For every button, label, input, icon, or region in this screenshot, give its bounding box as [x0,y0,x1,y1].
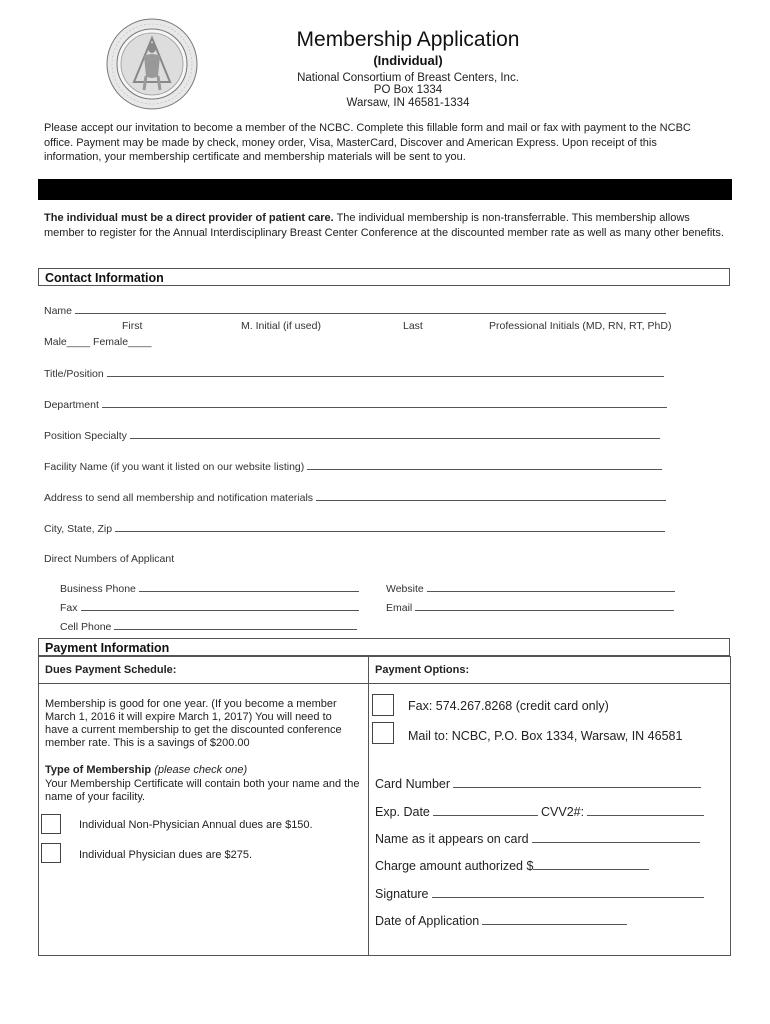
first-name-caption: First [122,320,143,332]
name-label: Name [44,305,73,317]
fax-label: Fax [60,602,78,614]
date-of-application-field[interactable] [482,913,627,925]
position-specialty-row [44,429,660,442]
non-physician-checkbox[interactable] [41,814,61,834]
exp-date-field[interactable] [433,804,538,816]
fax-option-label: Fax: 574.267.8268 (credit card only) [408,699,609,713]
city-state-zip-row [44,522,665,535]
facility-field[interactable] [307,460,662,470]
position-specialty-field[interactable] [130,429,660,439]
mail-option-checkbox[interactable] [372,722,394,744]
membership-type-hint: (please check one) [154,764,248,776]
org-name: National Consortium of Breast Centers, Inc. [297,72,519,84]
website-field[interactable] [427,582,675,592]
city-state-zip-label: City, State, Zip [44,523,113,535]
exp-date-label: Exp. Date [375,805,430,819]
fax-option-checkbox[interactable] [372,694,394,716]
individual-requirement-rest: The individual membership is non-transferrable. This membership allows member to register for the Annual Interdisciplinary Breast Center Conference at the discounted member rate as well as many other benefits. [44,212,724,239]
signature-label: Signature [375,887,429,901]
cell-phone-label: Cell Phone [60,621,112,633]
signature-field[interactable] [432,886,704,898]
cell-phone-row [60,620,357,633]
name-row [44,304,666,317]
facility-row [44,460,662,473]
fax-field[interactable] [81,601,359,611]
website-label: Website [386,583,424,595]
middle-initial-caption: M. Initial (if used) [241,320,321,332]
card-number-label: Card Number [375,777,451,791]
contact-information-header: Contact Information [38,268,730,286]
card-number-row [375,776,701,791]
department-row [44,398,667,411]
membership-type-block [45,764,363,777]
cvv-field[interactable] [587,804,704,816]
payment-header-divider [38,683,731,684]
org-city-line: Warsaw, IN 46581-1334 [346,97,470,109]
page-subtitle: (Individual) [373,53,443,68]
last-name-caption: Last [403,320,423,332]
charge-amount-label: Charge amount authorized $ [375,859,534,873]
exp-date-row [375,804,538,819]
title-position-field[interactable] [107,367,664,377]
individual-requirement-paragraph [44,211,724,240]
department-label: Department [44,399,99,411]
org-po-box: PO Box 1334 [373,84,443,96]
cvv-row [541,804,704,819]
non-physician-label: Individual Non-Physician Annual dues are $150. [79,819,313,831]
address-label: Address to send all membership and notification materials [44,492,314,504]
card-number-field[interactable] [453,776,701,788]
email-label: Email [386,602,413,614]
department-field[interactable] [102,398,667,408]
position-specialty-label: Position Specialty [44,430,127,442]
payment-column-divider [368,656,369,956]
date-of-application-row [375,913,627,928]
individual-requirement-bold: The individual must be a direct provider of patient care. [44,212,334,224]
business-phone-field[interactable] [139,582,359,592]
membership-type-text: Your Membership Certificate will contain both your name and the name of your facility. [45,778,360,803]
cell-phone-field[interactable] [114,620,357,630]
physician-label: Individual Physician dues are $275. [79,849,253,861]
name-on-card-field[interactable] [532,831,700,843]
name-on-card-label: Name as it appears on card [375,832,529,846]
physician-checkbox[interactable] [41,843,61,863]
gender-field[interactable]: Male____ Female____ [44,336,152,348]
email-row [386,601,674,614]
facility-label: Facility Name (if you want it listed on our website listing) [44,461,305,473]
professional-initials-caption: Professional Initials (MD, RN, RT, PhD) [489,320,672,332]
dues-text: Membership is good for one year. (If you become a member March 1, 2016 it will expire March 1, 2017) You will need to have a current membership to get the discounted conference member rate. This is a savings of $200.00 [45,698,342,749]
section-divider-bar [38,179,732,200]
website-row [386,582,675,595]
charge-amount-row [375,858,649,873]
intro-paragraph: Please accept our invitation to become a member of the NCBC. Complete this fillable form and mail or fax with payment to the NCBC office. Payment may be made by check, money order, Visa, MasterCard, Discover and American Express. Upon receipt of this information, your membership certificate and membership materials will be sent to you. [44,122,691,163]
email-field[interactable] [415,601,674,611]
cvv-label: CVV2#: [541,805,585,819]
dues-schedule-header: Dues Payment Schedule: [45,664,177,676]
membership-type-label: Type of Membership [45,764,152,776]
signature-row [375,886,704,901]
charge-amount-field[interactable] [533,858,649,870]
payment-information-header: Payment Information [38,638,730,656]
title-position-label: Title/Position [44,368,104,380]
fax-row [60,601,359,614]
business-phone-label: Business Phone [60,583,136,595]
payment-options-header: Payment Options: [375,664,470,676]
address-row [44,491,666,504]
name-on-card-row [375,831,700,846]
page-title: Membership Application [296,28,520,51]
date-of-application-label: Date of Application [375,914,480,928]
business-phone-row [60,582,359,595]
name-field[interactable] [75,304,666,314]
direct-numbers-label: Direct Numbers of Applicant [44,553,175,565]
title-position-row [44,367,664,380]
address-field[interactable] [316,491,666,501]
mail-option-label: Mail to: NCBC, P.O. Box 1334, Warsaw, IN 46581 [408,729,683,743]
city-state-zip-field[interactable] [115,522,665,532]
